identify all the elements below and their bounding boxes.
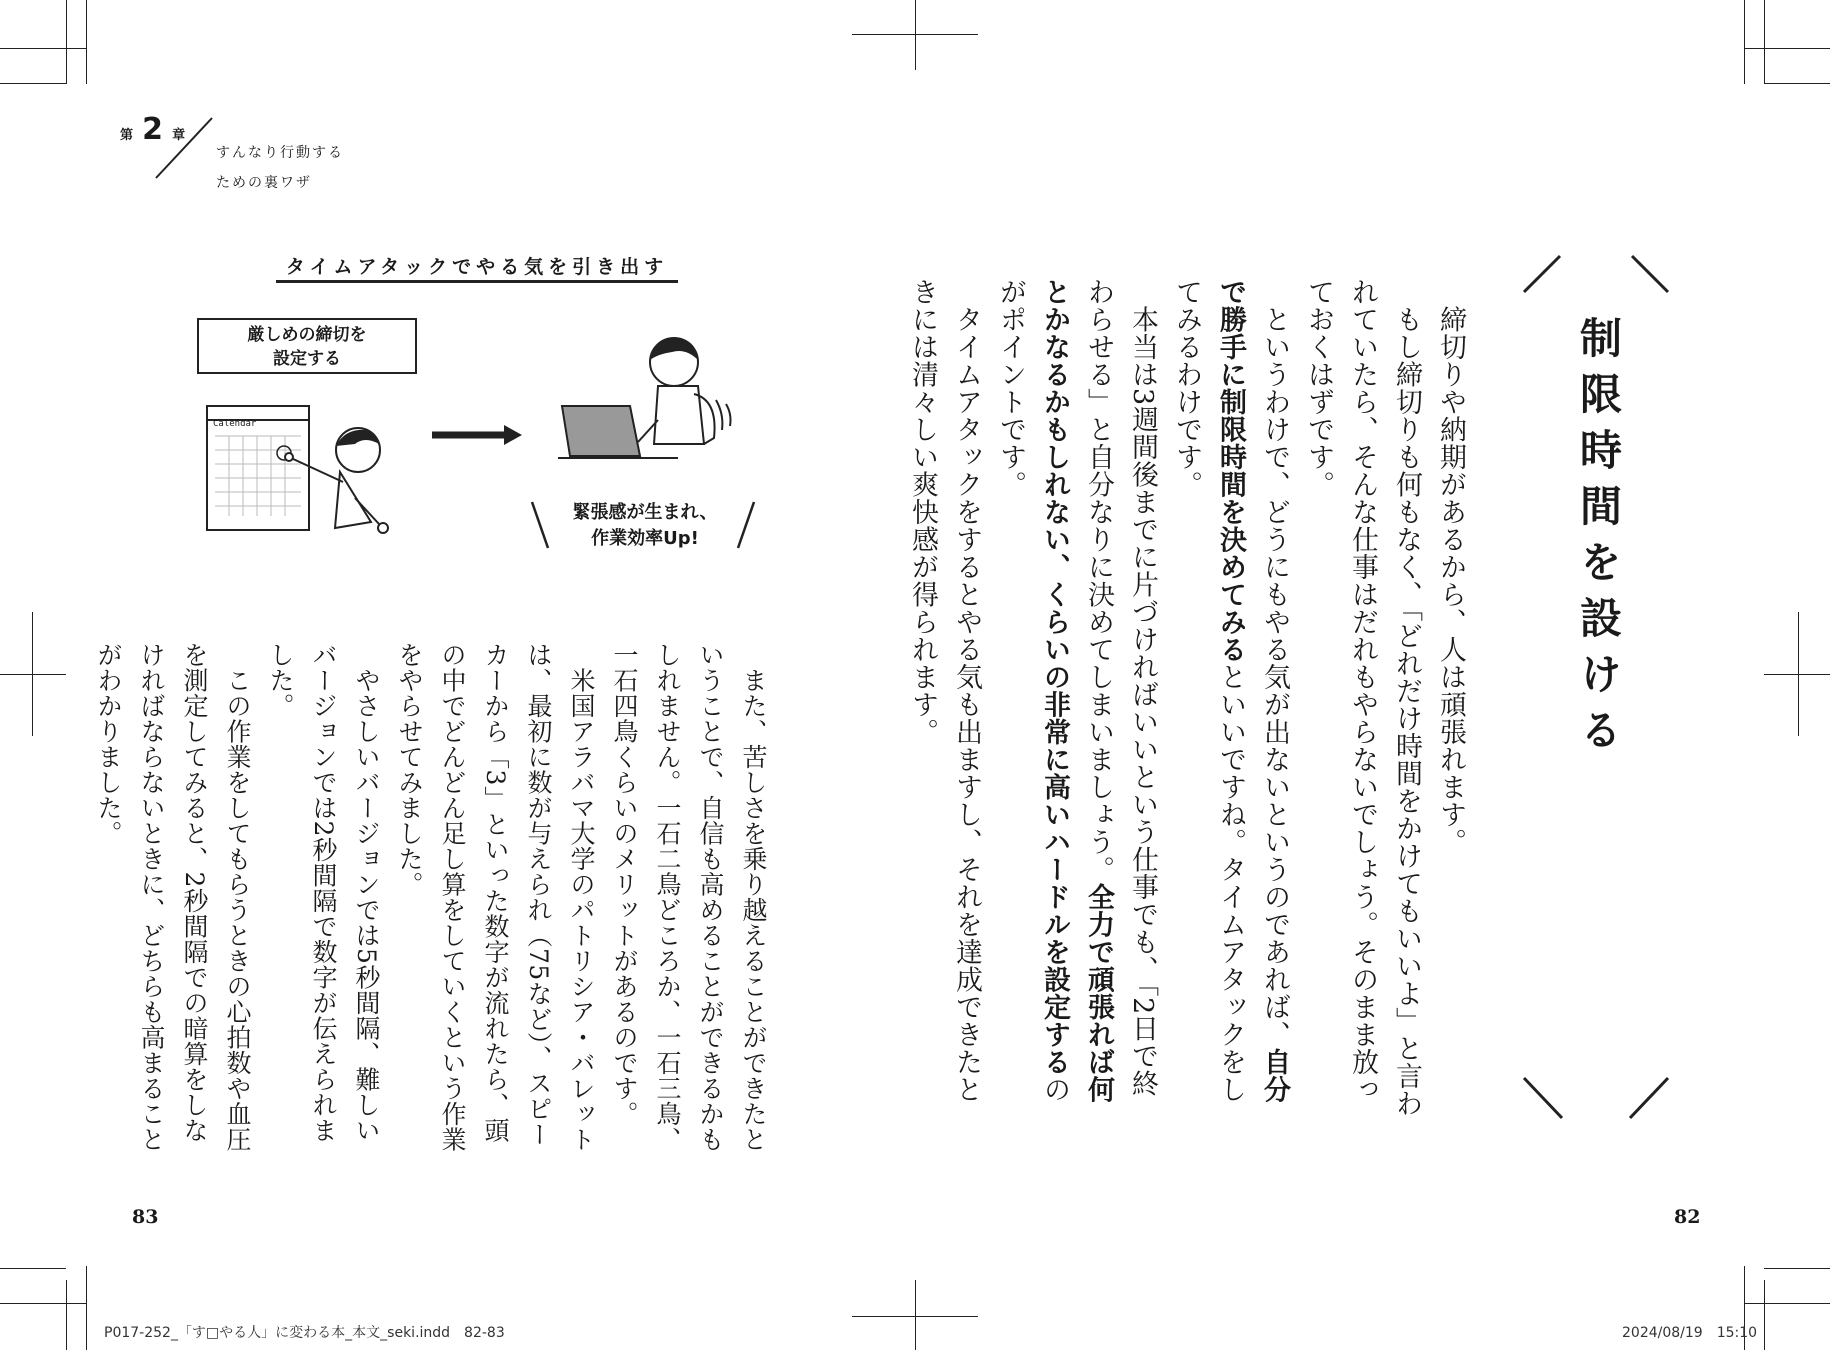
result-text [552, 500, 738, 552]
body-text: 締切りや納期があるから、人は頑張れます。 [1435, 278, 1466, 856]
chapter-title-line1: すんなり行動する [216, 145, 344, 161]
right-paragraph [1296, 278, 1428, 1118]
crop-mark [0, 1268, 66, 1269]
crop-mark [0, 1303, 86, 1304]
right-page-body [900, 278, 1472, 1118]
calendar-label: Calendar [213, 419, 257, 429]
right-paragraph [900, 278, 988, 1118]
result-line2: 作業効率Up! [591, 528, 699, 549]
left-paragraph: この作業をしてもらうときの心拍数や血圧を測定してみると、2秒間隔での暗算をしなければならないときに、どちらも高まることがわかりました。 [94, 642, 252, 1152]
left-paragraph: また、苦しさを乗り越えることができたということで、自信も高めることができるかもしれません。一石二鳥どころか、一石三鳥、一石四鳥くらいのメリットがあるのです。 [610, 642, 768, 1152]
chapter-suffix: 章 [172, 128, 186, 143]
result-line1: 緊張感が生まれ、 [572, 502, 718, 523]
working-person-illustration [554, 334, 740, 464]
crop-mark [32, 612, 33, 736]
title-bracket-top [1522, 254, 1670, 314]
right-paragraph [988, 278, 1164, 1118]
arrow-icon [428, 420, 524, 450]
body-text: といいですね。タイムアタックをしてみるわけです。 [1171, 278, 1246, 1103]
crop-mark [1764, 1268, 1830, 1269]
crop-mark [915, 1280, 916, 1350]
right-paragraph [1428, 278, 1472, 1118]
page-number-83: 83 [132, 1206, 159, 1228]
crop-mark [1764, 674, 1830, 675]
left-paragraph: 米国アラバマ大学のパトリシア・バレットは、最初に数が与えられ（75など）、スピーカーから「3」といった数字が流れたら、頭の中でどんどん足し算をしていくという作業をやらせてみました。 [395, 642, 596, 1152]
section-title: 制限時間を設ける [1574, 316, 1623, 764]
right-paragraph [1164, 278, 1296, 1118]
crop-mark [0, 83, 66, 84]
body-text: 本当は3週間後までに片づければいいという仕事でも、「2日で終わらせる」と自分なりに決めてしまいましょう。 [1083, 278, 1158, 1098]
illustration-heading: タイムアタックでやる気を引き出す [285, 256, 669, 278]
crop-mark [1744, 48, 1830, 49]
deadline-box [197, 318, 417, 374]
crop-mark [915, 0, 916, 70]
crop-mark [86, 0, 87, 84]
footer-file-info: P017-252_「す□やる人」に変わる本_本文_seki.indd 82-83 [104, 1325, 505, 1341]
title-bracket-bottom [1522, 1076, 1670, 1124]
body-text: のがポイントです。 [995, 278, 1070, 1103]
heading-underline [276, 280, 678, 283]
body-text: タイムアタックをするとやる気も出ますし、それを達成できたときには清々しい爽快感が得られます。 [907, 278, 982, 1103]
crop-mark [0, 674, 66, 675]
crop-mark [1764, 0, 1765, 84]
crop-mark [1744, 0, 1745, 84]
crop-mark [0, 48, 86, 49]
left-page-body [87, 642, 775, 1152]
crop-mark [86, 1266, 87, 1350]
footer-timestamp: 2024/08/19 15:10 [1622, 1325, 1758, 1341]
page-number-82: 82 [1674, 1206, 1701, 1228]
left-paragraph: やさしいバージョンでは5秒間隔、難しいバージョンでは2秒間隔で数字が伝えられました。 [266, 642, 381, 1143]
emphasis-text: 全力で頑張れば何とかなるかもしれない、くらいの非常に高いハードルを設定する [1039, 278, 1114, 1103]
crop-mark [1764, 83, 1830, 84]
crop-mark [66, 1280, 67, 1350]
crop-mark [66, 0, 67, 84]
box-line1: 厳しめの締切を [247, 325, 367, 345]
crop-mark [1764, 1280, 1765, 1350]
crop-mark [1798, 612, 1799, 736]
chapter-title [216, 138, 344, 198]
body-text: もし締切りも何もなく、「どれだけ時間をかけてもいいよ」と言われていたら、そんな仕事はだれもやらないでしょう。そのまま放っておくはずです。 [1303, 278, 1422, 1117]
emphasis-text: 自分で勝手に制限時間を決めてみる [1215, 278, 1290, 1103]
crop-mark [1744, 1303, 1830, 1304]
chapter-title-line2: ための裏ワザ [216, 175, 312, 191]
body-text: というわけで、どうにもやる気が出ないというのであれば、 [1259, 278, 1290, 1048]
box-line2: 設定する [273, 349, 341, 369]
chapter-prefix: 第 [120, 128, 134, 143]
chapter-number: 2 [142, 112, 163, 147]
chapter-slash [150, 112, 220, 184]
